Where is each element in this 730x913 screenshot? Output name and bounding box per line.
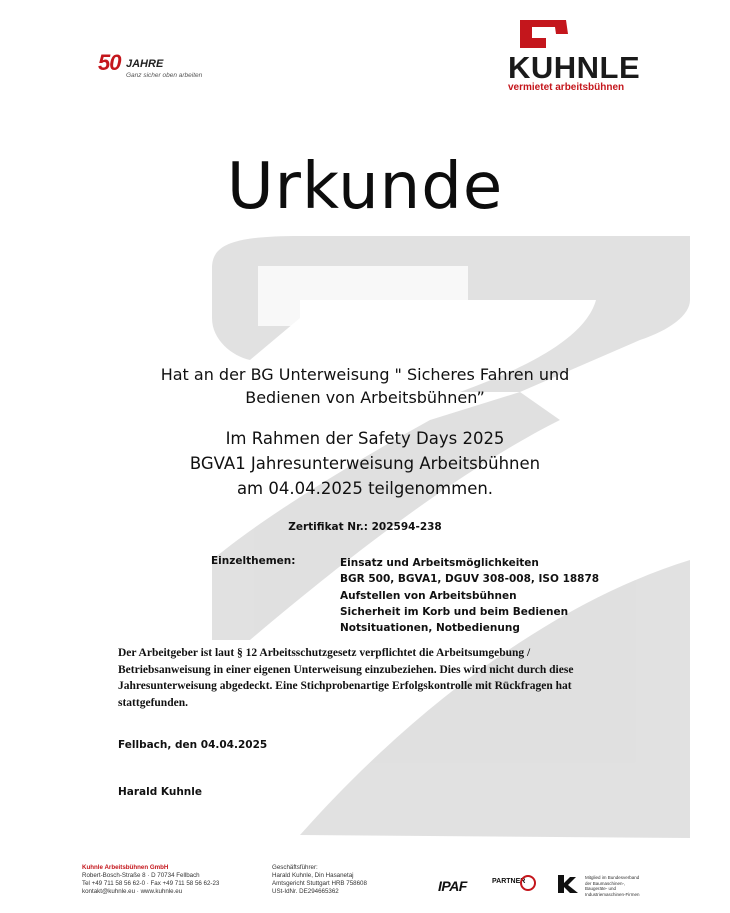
topics-list (340, 555, 599, 636)
topic-item: Notsituationen, Notbedienung (340, 622, 520, 635)
document-title: Urkunde (226, 150, 504, 224)
footer-register: Amtsgericht Stuttgart HRB 758608 (272, 880, 367, 887)
event-line: BGVA1 Jahresunterweisung Arbeitsbühnen (189, 454, 541, 473)
kuhnle-mark-icon (518, 18, 578, 54)
footer-vat: USt-IdNr. DE294665362 (272, 888, 339, 895)
footer-management-label: Geschäftsführer: (272, 864, 318, 871)
notice-line: Der Arbeitgeber ist laut § 12 Arbeitsschutzgesetz verpflichtet die Arbeitsumgebung / (118, 647, 531, 659)
brand-tagline: vermietet arbeitsbühnen (508, 82, 625, 93)
footer-address: Robert-Bosch-Straße 8 · D 70734 Fellbach (82, 872, 200, 879)
partner-emblem-icon (520, 875, 536, 891)
topic-item: Aufstellen von Arbeitsbühnen (340, 589, 517, 602)
topics-label: Einzelthemen: (211, 555, 296, 567)
footer-phone: Tel +49 711 58 56 62-0 · Fax +49 711 58 56 62-23 (82, 880, 220, 887)
ipaf-logo: IPAF (438, 878, 467, 894)
anniversary-logo (98, 50, 218, 84)
notice-line: Jahresunterweisung abgedeckt. Eine Stichprobenartige Erfolgskontrolle mit Rückfragen hat (118, 680, 572, 692)
topic-item: Einsatz und Arbeitsmöglichkeiten (340, 557, 539, 569)
kuhnle-logo (506, 18, 646, 93)
bv-membership-text: Mitglied im Bundesverband der Baumaschinen-, Baugeräte- und Industriemaschinen-Firmen (585, 875, 640, 897)
footer-company (82, 864, 219, 896)
certificate-number: Zertifikat Nr.: 202594-238 (288, 521, 442, 533)
brand-name: KUHNLE (508, 50, 641, 85)
anniversary-word: JAHRE (126, 58, 164, 70)
intro-line: Bedienen von Arbeitsbühnen” (245, 388, 485, 407)
participation-statement (100, 363, 630, 409)
partner-logo: PARTNER (492, 878, 526, 885)
signer-name: Harald Kuhnle (118, 786, 203, 798)
footer-contact[interactable]: kontakt@kuhnle.eu · www.kuhnle.eu (82, 888, 183, 895)
intro-line: Hat an der BG Unterweisung " Sicheres Fahren und (160, 365, 570, 384)
employer-notice (118, 645, 618, 711)
place-date: Fellbach, den 04.04.2025 (118, 739, 268, 751)
footer-company-name: Kuhnle Arbeitsbühnen GmbH (82, 864, 169, 871)
footer-management (272, 864, 367, 896)
topic-item: BGR 500, BGVA1, DGUV 308-008, ISO 18878 (340, 573, 600, 586)
notice-line: stattgefunden. (118, 696, 188, 709)
anniversary-number: 50 (98, 50, 121, 75)
anniversary-tagline: Ganz sicher oben arbeiten (126, 72, 203, 79)
event-details (100, 426, 630, 501)
footer-managers: Harald Kuhnle, Din Hasanetaj (272, 872, 354, 879)
bv-logo-icon (556, 873, 580, 895)
notice-line: Betriebsanweisung in einer eigenen Unterweisung einzubeziehen. Dies wird nicht durch diese (118, 663, 574, 676)
event-line: Im Rahmen der Safety Days 2025 (225, 429, 505, 448)
event-line: am 04.04.2025 teilgenommen. (236, 479, 494, 498)
topic-item: Sicherheit im Korb und beim Bedienen (340, 605, 569, 618)
